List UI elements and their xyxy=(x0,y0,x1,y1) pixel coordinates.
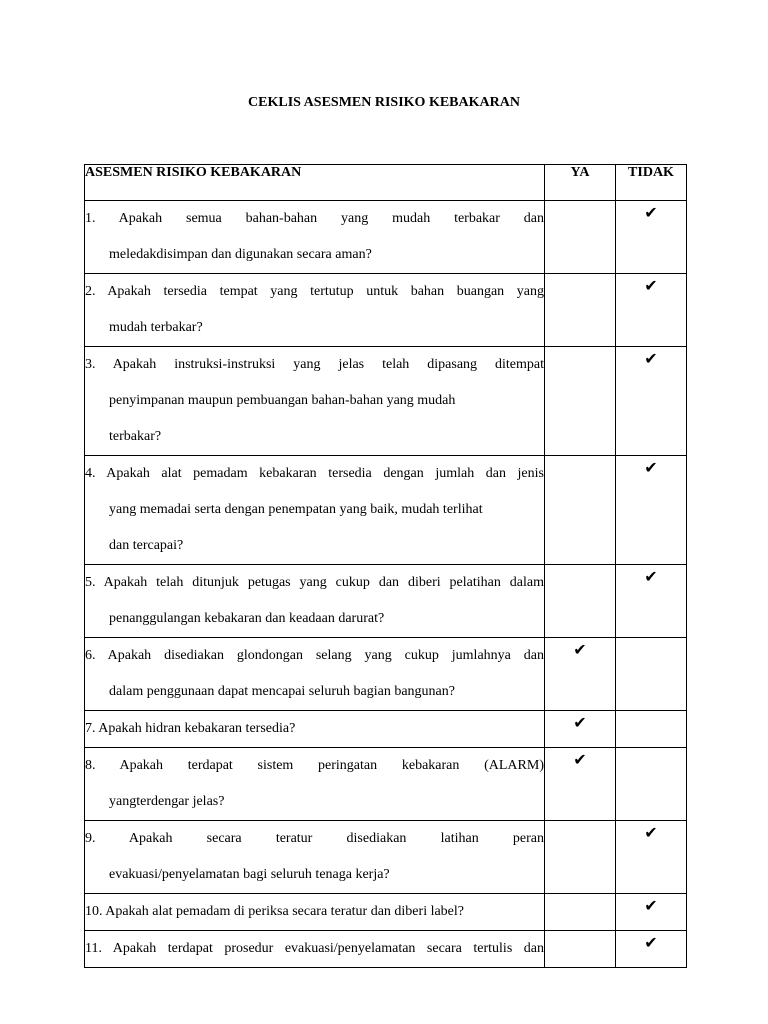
check-icon: ✔ xyxy=(644,825,658,842)
question-line: evakuasi/penyelamatan bagi seluruh tenaga kerja? xyxy=(109,867,390,882)
question-line: 5. Apakah telah ditunjuk petugas yang cukup dan diberi pelatihan dalam xyxy=(85,575,544,590)
check-icon: ✔ xyxy=(644,460,658,477)
table-row xyxy=(85,456,687,565)
header-ya: YA xyxy=(545,165,616,201)
question-cell xyxy=(85,748,545,821)
tidak-cell xyxy=(616,821,687,894)
table-row xyxy=(85,711,687,748)
tidak-cell xyxy=(616,456,687,565)
table-row xyxy=(85,274,687,347)
question-line: meledakdisimpan dan digunakan secara aman? xyxy=(109,247,372,262)
question-line: 3. Apakah instruksi-instruksi yang jelas telah dipasang ditempat xyxy=(85,357,544,372)
tidak-cell xyxy=(616,565,687,638)
ya-cell xyxy=(545,274,616,347)
question-line: 9. Apakah secara teratur disediakan latihan peran xyxy=(85,831,544,846)
table-row xyxy=(85,638,687,711)
tidak-cell xyxy=(616,274,687,347)
check-icon: ✔ xyxy=(644,278,658,295)
question-line: terbakar? xyxy=(109,429,162,444)
question-cell xyxy=(85,931,545,968)
question-cell xyxy=(85,274,545,347)
question-cell xyxy=(85,565,545,638)
question-line: 10. Apakah alat pemadam di periksa secara teratur dan diberi label? xyxy=(85,904,464,919)
question-cell xyxy=(85,347,545,456)
question-line: yangterdengar jelas? xyxy=(109,794,225,809)
question-line: dalam penggunaan dapat mencapai seluruh bagian bangunan? xyxy=(109,684,455,699)
check-icon: ✔ xyxy=(644,898,658,915)
tidak-cell xyxy=(616,347,687,456)
table-row xyxy=(85,821,687,894)
question-line: 7. Apakah hidran kebakaran tersedia? xyxy=(85,721,296,736)
check-icon: ✔ xyxy=(644,569,658,586)
ya-cell xyxy=(545,821,616,894)
table-row xyxy=(85,748,687,821)
ya-cell xyxy=(545,711,616,748)
question-line: 11. Apakah terdapat prosedur evakuasi/penyelamatan secara tertulis dan xyxy=(85,941,544,956)
check-icon: ✔ xyxy=(573,752,587,769)
question-cell xyxy=(85,456,545,565)
ya-cell xyxy=(545,748,616,821)
question-cell xyxy=(85,821,545,894)
check-icon: ✔ xyxy=(573,642,587,659)
tidak-cell xyxy=(616,894,687,931)
question-line: 8. Apakah terdapat sistem peringatan kebakaran (ALARM) xyxy=(85,758,544,773)
question-line: 4. Apakah alat pemadam kebakaran tersedia dengan jumlah dan jenis xyxy=(85,466,544,481)
check-icon: ✔ xyxy=(573,715,587,732)
question-line: 1. Apakah semua bahan-bahan yang mudah terbakar dan xyxy=(85,211,544,226)
question-line: yang memadai serta dengan penempatan yang baik, mudah terlihat xyxy=(109,502,483,517)
question-cell xyxy=(85,711,545,748)
question-line: mudah terbakar? xyxy=(109,320,203,335)
tidak-cell xyxy=(616,931,687,968)
ya-cell xyxy=(545,638,616,711)
table-header-row xyxy=(85,165,687,201)
check-icon: ✔ xyxy=(644,351,658,368)
risk-checklist-table xyxy=(84,164,687,968)
ya-cell xyxy=(545,894,616,931)
table-row xyxy=(85,894,687,931)
header-tidak: TIDAK xyxy=(616,165,687,201)
ya-cell xyxy=(545,456,616,565)
question-line: penanggulangan kebakaran dan keadaan darurat? xyxy=(109,611,385,626)
ya-cell xyxy=(545,201,616,274)
tidak-cell xyxy=(616,201,687,274)
table-row xyxy=(85,931,687,968)
header-question: ASESMEN RISIKO KEBAKARAN xyxy=(85,165,545,201)
table-row xyxy=(85,201,687,274)
question-cell xyxy=(85,894,545,931)
ya-cell xyxy=(545,347,616,456)
question-line: dan tercapai? xyxy=(109,538,184,553)
question-line: penyimpanan maupun pembuangan bahan-bahan yang mudah xyxy=(109,393,456,408)
question-cell xyxy=(85,638,545,711)
tidak-cell xyxy=(616,711,687,748)
ya-cell xyxy=(545,565,616,638)
document-title: CEKLIS ASESMEN RISIKO KEBAKARAN xyxy=(248,95,520,110)
question-line: 6. Apakah disediakan glondongan selang yang cukup jumlahnya dan xyxy=(85,648,544,663)
table-row xyxy=(85,347,687,456)
question-line: 2. Apakah tersedia tempat yang tertutup untuk bahan buangan yang xyxy=(85,284,544,299)
tidak-cell xyxy=(616,748,687,821)
tidak-cell xyxy=(616,638,687,711)
question-cell xyxy=(85,201,545,274)
ya-cell xyxy=(545,931,616,968)
check-icon: ✔ xyxy=(644,935,658,952)
check-icon: ✔ xyxy=(644,205,658,222)
table-row xyxy=(85,565,687,638)
